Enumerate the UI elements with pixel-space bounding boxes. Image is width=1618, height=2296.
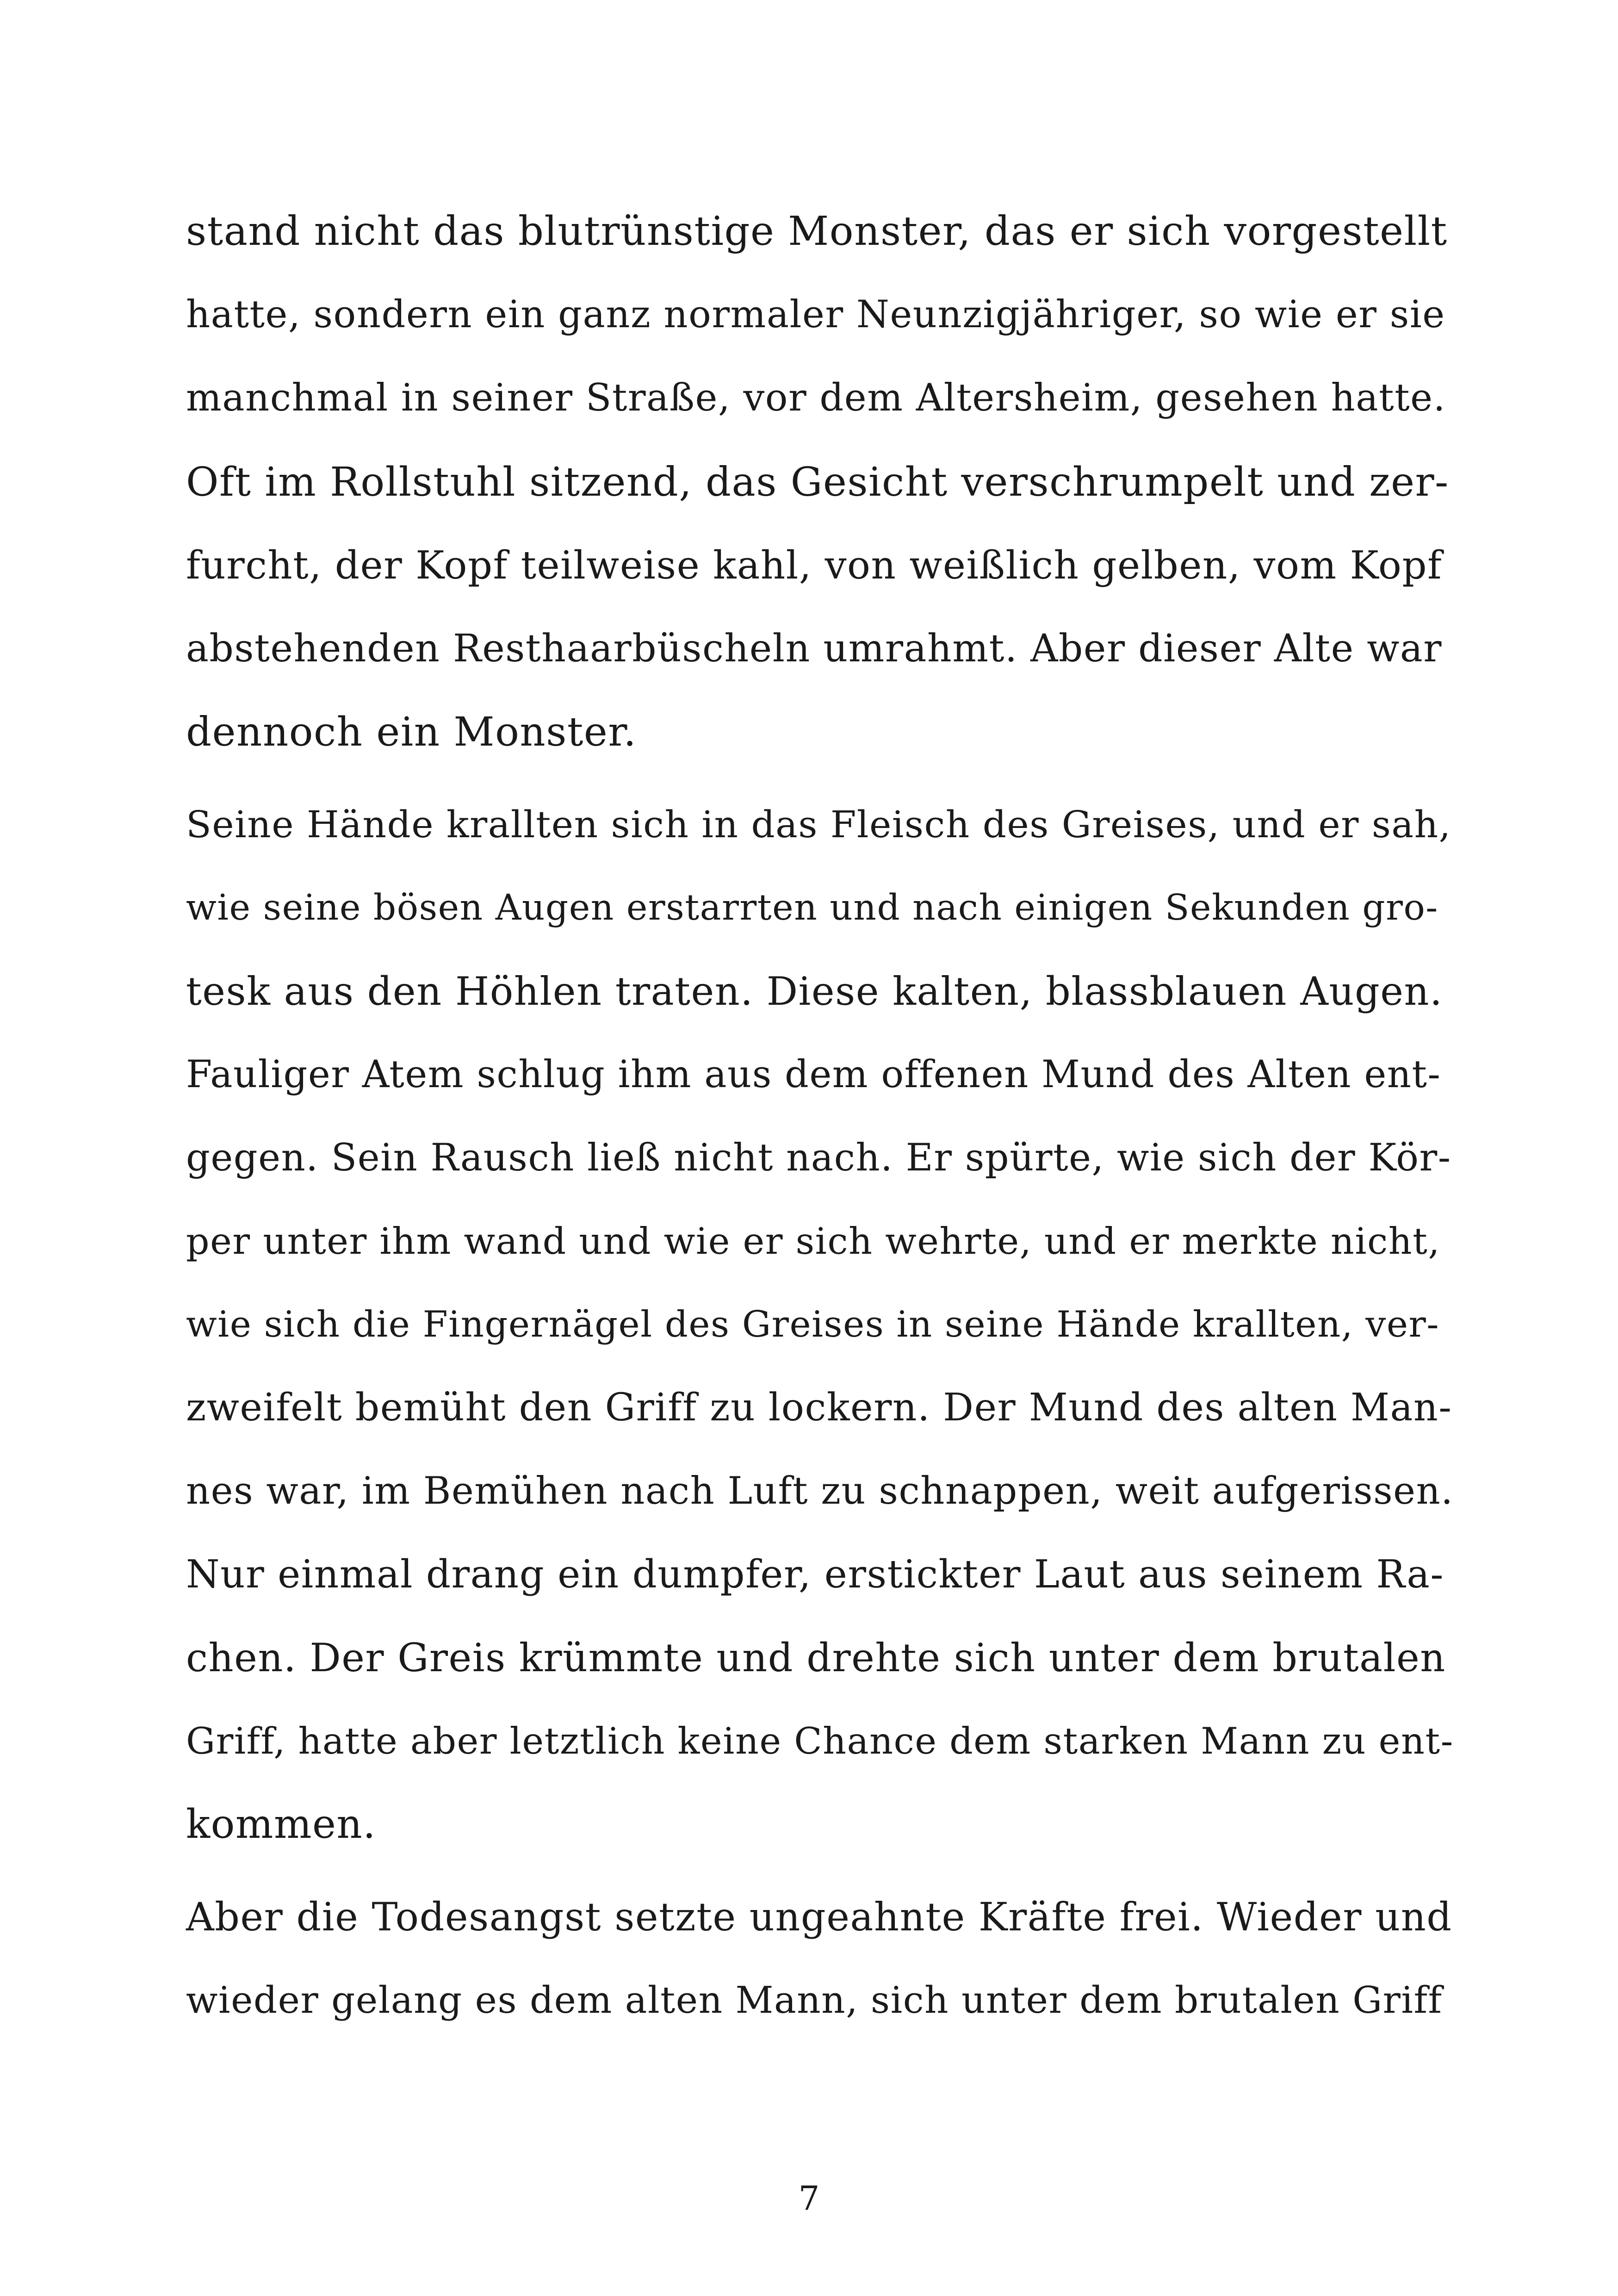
text-line: Seine Hände krallten sich in das Fleisch des Greises, und er sah, bbox=[186, 803, 1451, 846]
text-line: Griff, hatte aber letztlich keine Chance dem starken Mann zu ent- bbox=[186, 1720, 1454, 1762]
text-line: manchmal in seiner Straße, vor dem Altersheim, gesehen hatte. bbox=[186, 376, 1446, 420]
text-line: per unter ihm wand und wie er sich wehrte, und er merkte nicht, bbox=[186, 1220, 1440, 1263]
text-line: wie sich die Fingernägel des Greises in seine Hände krallten, ver- bbox=[186, 1304, 1440, 1345]
text-line: chen. Der Greis krümmte und drehte sich unter dem brutalen bbox=[186, 1635, 1446, 1680]
text-line: hatte, sondern ein ganz normaler Neunzigjähriger, so wie er sie bbox=[186, 293, 1445, 336]
text-line: Nur einmal drang ein dumpfer, erstickter Laut aus seinem Ra- bbox=[186, 1552, 1444, 1597]
text-line: dennoch ein Monster. bbox=[186, 709, 637, 755]
text-line: wieder gelang es dem alten Mann, sich unter dem brutalen Griff bbox=[186, 1979, 1443, 2022]
text-line: stand nicht das blutrünstige Monster, das er sich vorgestellt bbox=[186, 208, 1448, 255]
text-line: abstehenden Resthaarbüscheln umrahmt. Aber dieser Alte war bbox=[186, 627, 1443, 671]
text-line: wie seine bösen Augen erstarrten und nach einigen Sekunden gro- bbox=[186, 887, 1438, 928]
text-line: zweifelt bemüht den Griff zu lockern. Der Mund des alten Man- bbox=[186, 1386, 1452, 1430]
text-line: Fauliger Atem schlug ihm aus dem offenen Mund des Alten ent- bbox=[186, 1053, 1441, 1096]
page-number: 7 bbox=[798, 2179, 820, 2218]
text-line: furcht, der Kopf teilweise kahl, von weißlich gelben, vom Kopf bbox=[186, 543, 1443, 588]
text-line: Oft im Rollstuhl sitzend, das Gesicht verschrumpelt und zer- bbox=[186, 459, 1449, 505]
text-line: nes war, im Bemühen nach Luft zu schnappen, weit aufgerissen. bbox=[186, 1469, 1454, 1513]
text-line: gegen. Sein Rausch ließ nicht nach. Er spürte, wie sich der Kör- bbox=[186, 1136, 1451, 1180]
text-line: tesk aus den Höhlen traten. Diese kalten, blassblauen Augen. bbox=[186, 969, 1443, 1014]
text-line: kommen. bbox=[186, 1801, 377, 1848]
text-line: Aber die Todesangst setzte ungeahnte Kräfte frei. Wieder und bbox=[186, 1894, 1452, 1940]
